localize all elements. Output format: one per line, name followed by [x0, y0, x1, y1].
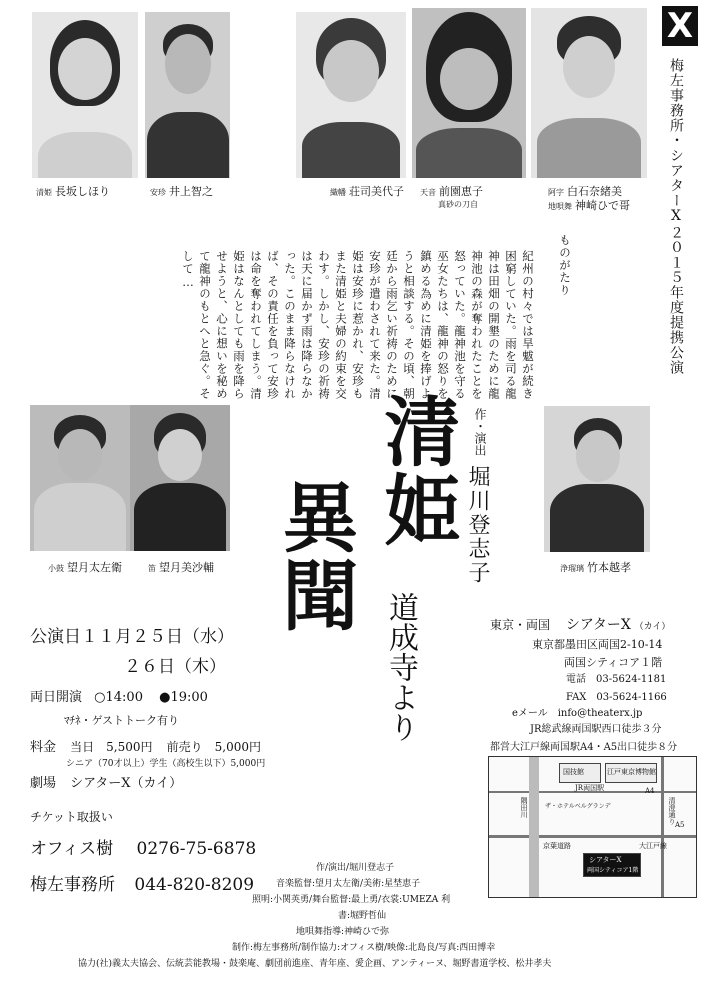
map-label-jr-station: JR両国駅	[575, 784, 605, 792]
venue-address: 東京都墨田区両国2-10-14	[532, 638, 663, 651]
photo-amane	[412, 8, 526, 178]
story-body: 紀州の村々では旱魃が続き困窮していた。雨を司る龍神は田畑の開墾のために龍神池の森が奪われたことを怒っていた。龍神池を守る巫女たちは、龍神の怒りを鎮める為めに清姫を捧げようと相談する。その頃、朝廷から雨乞い祈祷のために安珍が遣わされて来た。清姫は安珍に惹かれ、安珍もまた清姫と夫婦の約束を交わす。しかし、安珍の祈祷は天に届かず雨は降らなかった。このまま降らなければ、その責任を負って安珍は命を奪われてしまう。清姫はなんとしても雨を降らせようと、心に想いを秘めて龍神のもとへと急ぐ。そして…	[181, 250, 535, 400]
cast-caption-jiutamai: 地唄舞 神崎ひで哥	[548, 199, 630, 212]
logo: X	[662, 6, 698, 46]
venue-row	[30, 772, 182, 791]
photo-anchin	[145, 12, 230, 178]
venue-kana: （カイ）	[634, 622, 671, 632]
photo-aji	[531, 8, 647, 178]
times-label: 両日開演	[30, 690, 83, 705]
venue-name: シアターX	[565, 617, 631, 633]
title-line1: 清姫	[372, 392, 461, 548]
musician-caption-fue: 笛 望月美沙輔	[148, 561, 214, 574]
price-door: 当日 5,500円	[70, 740, 153, 754]
photo-kiyohime	[32, 12, 138, 178]
cast-caption-aji: 阿字 白石奈緒美	[548, 185, 622, 198]
access-map	[488, 756, 697, 898]
price-senior: シニア（70才以上）学生（高校生以下）5,000円	[66, 759, 266, 769]
venue-label: 劇場	[30, 776, 57, 791]
date-line1: 公演日１１月２５日（水）	[30, 627, 234, 647]
map-label-oedo: 大江戸線	[639, 842, 667, 850]
credit-label: 作・演出	[473, 408, 487, 456]
ticket-office1	[30, 834, 256, 859]
ticket-office2	[30, 870, 254, 895]
venue-access1: JR総武線両国駅西口徒歩３分	[530, 724, 662, 735]
title-line2: 異聞	[270, 478, 359, 634]
map-label-kokugikan: 国技館	[563, 768, 584, 776]
credit-line4: 書:堀野哲仙	[338, 911, 387, 921]
ticket-office1-name: オフィス樹	[30, 839, 114, 859]
venue-building: 両国シティコア１階	[564, 656, 663, 669]
venue-tel[interactable]: 電話 03-5624-1181	[566, 674, 667, 685]
guest-talk: ﾏﾁﾈ・ゲストトーク有り	[64, 714, 180, 727]
venue-name-left: シアターX（カイ）	[70, 776, 183, 791]
story-heading: ものがたり	[558, 234, 572, 297]
cast-caption-anchin: 安珍 井上智之	[150, 185, 213, 198]
title-subtitle: 道成寺より	[383, 592, 418, 742]
date-line2: ２６日（木）	[124, 657, 226, 677]
photo-orihata	[296, 12, 406, 178]
times-row	[30, 686, 208, 705]
map-label-theater: シアターX	[589, 856, 622, 864]
map-label-river: 隅田川	[520, 797, 528, 818]
ticket-office2-name: 梅左事務所	[30, 875, 115, 895]
cast-caption-amane: 天音 前園恵子	[420, 185, 483, 198]
venue-area-row	[490, 614, 670, 634]
presented-by: 梅左事務所・シアターX２０１５年度提携公演	[668, 58, 684, 375]
credit-line1: 作/演出/堀川登志子	[316, 863, 395, 873]
price-advance: 前売り 5,000円	[166, 740, 262, 754]
credit-line6: 制作:梅左事務所/制作協力:オフィス樹/映像:北島良/写真:西田博幸	[232, 943, 496, 953]
credit-line2: 音楽監督:望月太左衛/美術:星埜恵子	[276, 879, 421, 889]
time-evening: ●19:00	[159, 690, 208, 705]
cast-caption-amane-sub: 真砂の刀自	[438, 200, 478, 209]
cast-caption-kiyohime: 清姫 長坂しほり	[36, 185, 110, 198]
ticket-office1-phone[interactable]: 0276-75-6878	[136, 839, 257, 859]
venue-fax: FAX 03-5624-1166	[566, 692, 667, 703]
cast-caption-orihata: 織幡 荘司美代子	[330, 185, 404, 198]
time-matinee: ○14:00	[94, 690, 143, 705]
venue-access2: 都営大江戸線両国駅A4・A5出口徒歩８分	[490, 742, 678, 753]
venue-area: 東京・両国	[490, 618, 551, 632]
map-label-a5: A5	[675, 821, 685, 829]
map-label-citycore: 両国シティコア1階	[587, 867, 639, 874]
map-label-hotel: ザ・ホテルベルグランデ	[545, 803, 611, 810]
tickets-heading: チケット取扱い	[30, 810, 113, 824]
map-label-keiyo: 京葉道路	[543, 842, 571, 850]
credit-line3: 照明:小関英勇/舞台監督:最上勇/衣裳:UMEZA 利	[252, 895, 451, 905]
venue-email[interactable]: eメール info@theaterx.jp	[512, 708, 643, 719]
map-label-kiyosumi: 清澄通り	[668, 797, 676, 825]
map-label-museum: 江戸東京博物館	[607, 768, 656, 776]
musician-caption-joruri: 浄瑠璃 竹本越孝	[560, 561, 631, 574]
ticket-office2-phone[interactable]: 044-820-8209	[134, 875, 255, 895]
photo-kotsuzumi	[30, 405, 130, 551]
photo-joruri	[544, 406, 650, 552]
price-row	[30, 736, 261, 755]
credit-line5: 地唄舞指導:神崎ひで弥	[296, 927, 390, 937]
price-label: 料金	[30, 740, 57, 755]
photo-fue	[130, 405, 230, 551]
title-author: 堀川登志子	[465, 465, 490, 585]
musician-caption-kotsuzumi: 小鼓 望月太左衛	[48, 561, 122, 574]
map-label-a4: A4	[645, 787, 655, 795]
credit-line7: 協力(社)義太夫協会、伝統芸能教場・鼓楽庵、劇団前進座、青年座、愛企画、アンティーヌ、堀野書道学校、松井孝夫	[78, 959, 552, 969]
